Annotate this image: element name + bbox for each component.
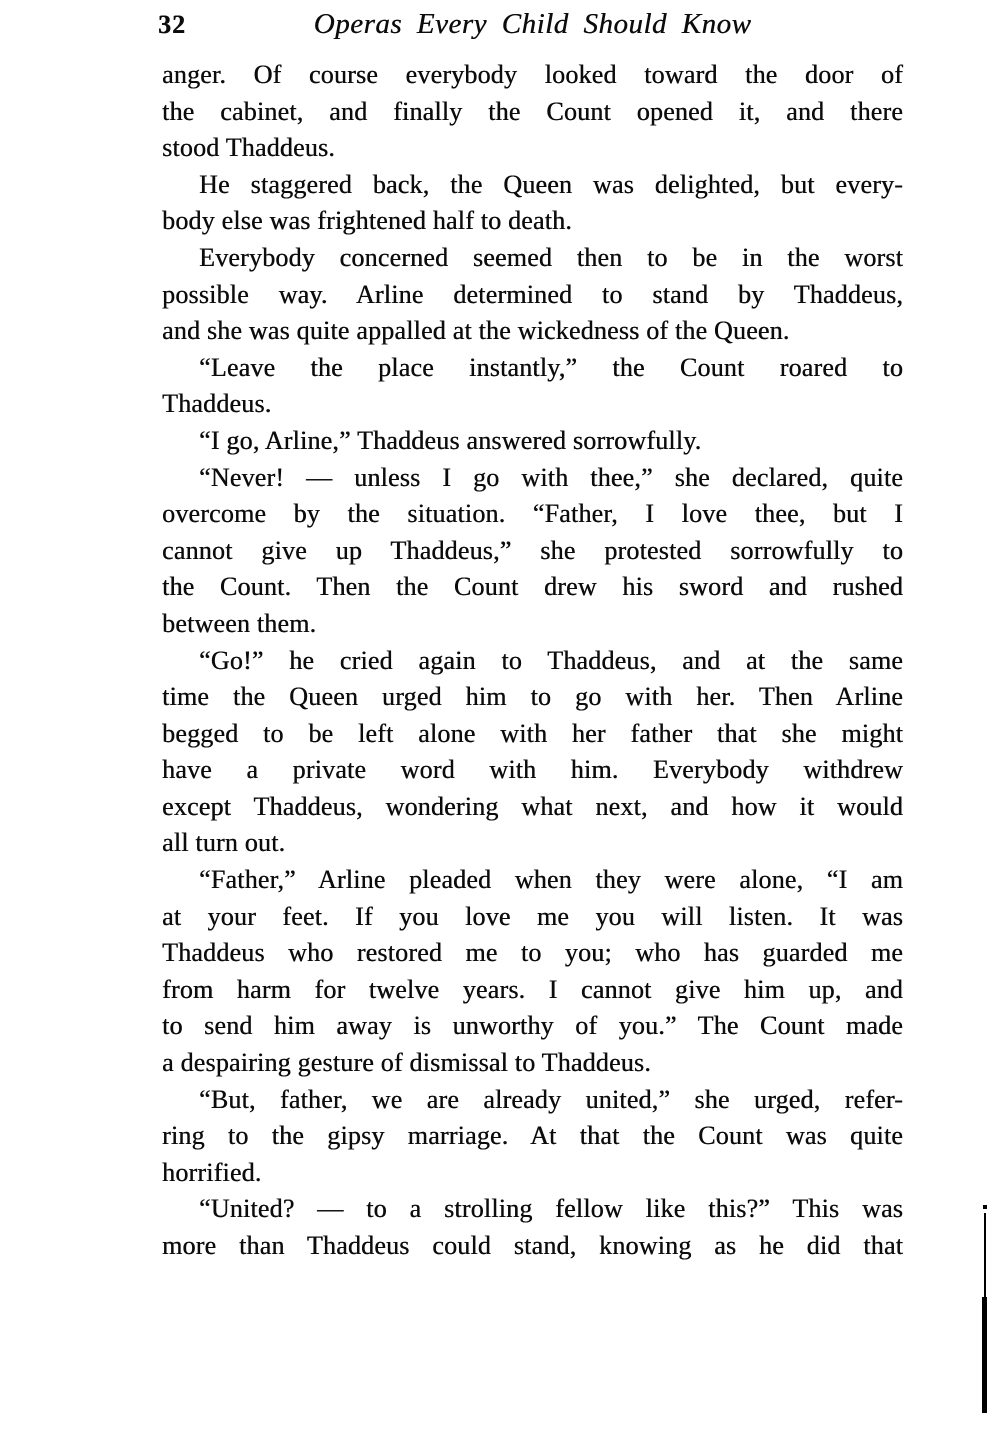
text-block [162,57,903,1265]
text-line: the Count. Then the Count drew his sword and rushed [162,572,903,602]
paragraph [162,350,903,423]
scan-artifact-line-thin [984,1213,986,1297]
text-line: begged to be left alone with her father that she might [162,718,903,748]
text-line: Everybody concerned seemed then to be in the worst [199,242,903,272]
text-line: body else was frightened half to death. [162,206,572,236]
paragraph [162,643,903,863]
paragraph [162,862,903,1082]
text-line: from harm for twelve years. I cannot give him up, and [162,974,903,1004]
text-line: overcome by the situation. “Father, I love thee, but I [162,499,903,529]
paragraph [162,167,903,240]
page-number: 32 [158,10,186,39]
text-line: “Leave the place instantly,” the Count roared to [199,352,903,382]
running-title: Operas Every Child Should Know [313,8,752,40]
text-line: “Never! — unless I go with thee,” she declared, quite [199,462,903,492]
paragraph [162,423,903,460]
text-line: “But, father, we are already united,” she urged, refer- [199,1084,903,1114]
text-line: a despairing gesture of dismissal to Thaddeus. [162,1048,651,1078]
text-line: anger. Of course everybody looked toward the door of [162,60,903,89]
text-line: at your feet. If you love me you will listen. It was [162,901,903,931]
text-line: between them. [162,608,317,638]
text-line: “I go, Arline,” Thaddeus answered sorrowfully. [199,425,702,455]
text-line: more than Thaddeus could stand, knowing as he did that [162,1231,903,1260]
text-line: to send him away is unworthy of you.” The Count made [162,1011,903,1041]
text-line: the cabinet, and finally the Count opened it, and there [162,96,903,126]
text-line: He staggered back, the Queen was delighted, but every- [199,169,903,199]
paragraph [162,57,903,167]
paragraph [162,460,903,643]
text-line: have a private word with him. Everybody withdrew [162,755,903,785]
text-line: Thaddeus. [162,389,272,419]
text-line: “Go!” he cried again to Thaddeus, and at the same [199,645,903,675]
paragraph [162,1082,903,1192]
text-line: ring to the gipsy marriage. At that the Count was quite [162,1121,903,1151]
text-line: time the Queen urged him to go with her. Then Arline [162,682,903,712]
text-line: stood Thaddeus. [162,133,335,163]
text-line: cannot give up Thaddeus,” she protested sorrowfully to [162,535,903,565]
paragraph [162,1191,903,1264]
text-line: possible way. Arline determined to stand by Thaddeus, [162,279,903,309]
text-line: all turn out. [162,828,286,858]
scan-artifact-dot [983,1205,987,1209]
scan-artifact-line-thick [982,1297,987,1413]
text-line: Thaddeus who restored me to you; who has guarded me [162,938,903,968]
text-line: horrified. [162,1157,262,1187]
text-line: “United? — to a strolling fellow like this?” This was [199,1194,903,1224]
text-line: and she was quite appalled at the wickedness of the Queen. [162,316,790,346]
page-header [158,6,903,46]
text-line: except Thaddeus, wondering what next, and how it would [162,791,903,821]
text-line: “Father,” Arline pleaded when they were alone, “I am [199,865,903,895]
paragraph [162,240,903,350]
page-content [158,0,903,1437]
